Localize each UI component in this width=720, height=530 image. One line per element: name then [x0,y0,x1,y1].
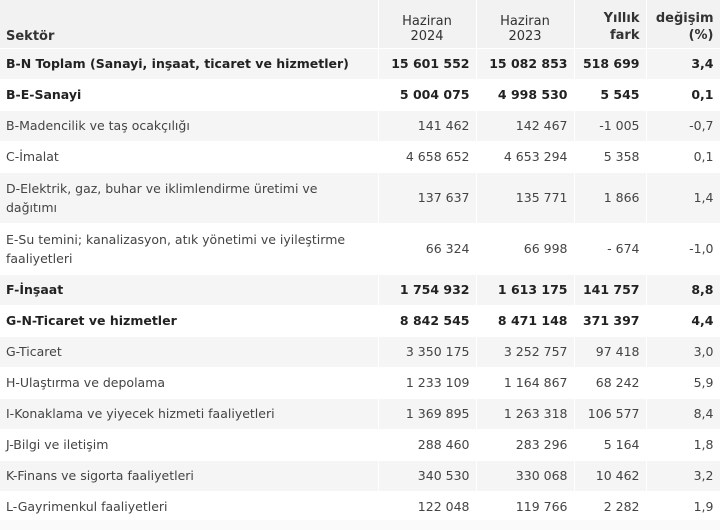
header-percent-change [646,0,720,48]
cell-june-2024: 1 233 109 [378,367,476,398]
cell-annual-difference: 68 242 [574,367,646,398]
cell-june-2024: 4 658 652 [378,141,476,172]
cell-percent-change: 1,8 [646,429,720,460]
cell-percent-change: 4,4 [646,305,720,336]
cell-sector: B-E-Sanayi [0,79,378,110]
table-row [0,274,720,305]
cell-sector: K-Finans ve sigorta faaliyetleri [0,460,378,491]
cell-june-2024: 141 462 [378,110,476,141]
cell-annual-difference: 5 358 [574,141,646,172]
table-row [0,305,720,336]
cell-annual-difference: 5 545 [574,79,646,110]
cell-annual-difference: 10 462 [574,460,646,491]
cell-sector: F-İnşaat [0,274,378,305]
table-header [0,0,720,48]
cell-annual-difference: 371 397 [574,305,646,336]
cell-annual-difference: 5 164 [574,429,646,460]
cell-annual-difference: 518 699 [574,48,646,79]
cell-june-2024: 8 842 545 [378,305,476,336]
cell-sector: D-Elektrik, gaz, buhar ve iklimlendirme üretimi ve dağıtımı [0,172,378,223]
cell-june-2023: 1 263 318 [476,398,574,429]
cell-percent-change: 5,9 [646,367,720,398]
cell-sector: C-İmalat [0,141,378,172]
header-percent-change-line1: değişim [655,10,714,26]
cell-annual-difference: 97 418 [574,336,646,367]
table-row [0,48,720,79]
cell-annual-difference: 2 282 [574,491,646,522]
cell-sector: J-Bilgi ve iletişim [0,429,378,460]
table-row [0,460,720,491]
cell-june-2023: 142 467 [476,110,574,141]
cell-june-2024: 1 369 895 [378,398,476,429]
table-row [0,398,720,429]
cell-percent-change: 0,1 [646,141,720,172]
header-sector: Sektör [0,0,378,48]
header-june-2024: Haziran 2024 [378,0,476,48]
cell-sector: G-Ticaret [0,336,378,367]
cell-june-2024: 5 004 075 [378,79,476,110]
header-percent-change-line2: (%) [688,27,714,43]
cell-june-2023: 4 998 530 [476,79,574,110]
table-row [0,336,720,367]
cell-annual-difference: 1 866 [574,172,646,223]
cell-june-2024: 1 754 932 [378,274,476,305]
cell-percent-change: 8,8 [646,274,720,305]
header-annual-difference-line1: Yıllık [603,10,640,26]
cell-june-2024: 288 460 [378,429,476,460]
cell-june-2023: 8 471 148 [476,305,574,336]
cell-june-2023: 330 068 [476,460,574,491]
cell-june-2024: 340 530 [378,460,476,491]
cell-june-2024: 3 350 175 [378,336,476,367]
cell-june-2023: 1 613 175 [476,274,574,305]
cell-annual-difference: 141 757 [574,274,646,305]
table-row [0,223,720,274]
cell-sector: B-N Toplam (Sanayi, inşaat, ticaret ve hizmetler) [0,48,378,79]
cell-annual-difference: -1 005 [574,110,646,141]
cell-june-2023: 66 998 [476,223,574,274]
header-annual-difference-line2: fark [610,27,640,43]
cell-june-2024: 137 637 [378,172,476,223]
table-row [0,367,720,398]
bottom-cutoff-row [0,520,720,530]
cell-june-2023: 119 766 [476,491,574,522]
cell-percent-change: -1,0 [646,223,720,274]
cell-sector: I-Konaklama ve yiyecek hizmeti faaliyetleri [0,398,378,429]
cell-percent-change: -0,7 [646,110,720,141]
cell-sector: L-Gayrimenkul faaliyetleri [0,491,378,522]
cell-percent-change: 1,4 [646,172,720,223]
cell-june-2023: 15 082 853 [476,48,574,79]
cell-percent-change: 8,4 [646,398,720,429]
cell-percent-change: 3,2 [646,460,720,491]
header-row [0,0,720,48]
table-row [0,491,720,522]
cell-annual-difference: - 674 [574,223,646,274]
cell-percent-change: 1,9 [646,491,720,522]
cell-june-2024: 66 324 [378,223,476,274]
header-annual-difference [574,0,646,48]
cell-june-2023: 3 252 757 [476,336,574,367]
table-body [0,48,720,522]
cell-june-2023: 135 771 [476,172,574,223]
cell-june-2023: 1 164 867 [476,367,574,398]
cell-sector: G-N-Ticaret ve hizmetler [0,305,378,336]
cell-sector: B-Madencilik ve taş ocakçılığı [0,110,378,141]
cell-june-2024: 15 601 552 [378,48,476,79]
table-row [0,141,720,172]
cell-percent-change: 0,1 [646,79,720,110]
table-row [0,172,720,223]
table-row [0,429,720,460]
cell-june-2023: 4 653 294 [476,141,574,172]
cell-sector: E-Su temini; kanalizasyon, atık yönetimi ve iyileştirme faaliyetleri [0,223,378,274]
cell-annual-difference: 106 577 [574,398,646,429]
table-row [0,79,720,110]
cell-sector: H-Ulaştırma ve depolama [0,367,378,398]
cell-percent-change: 3,0 [646,336,720,367]
cell-june-2023: 283 296 [476,429,574,460]
cell-percent-change: 3,4 [646,48,720,79]
header-june-2023: Haziran 2023 [476,0,574,48]
cell-june-2024: 122 048 [378,491,476,522]
table-row [0,110,720,141]
